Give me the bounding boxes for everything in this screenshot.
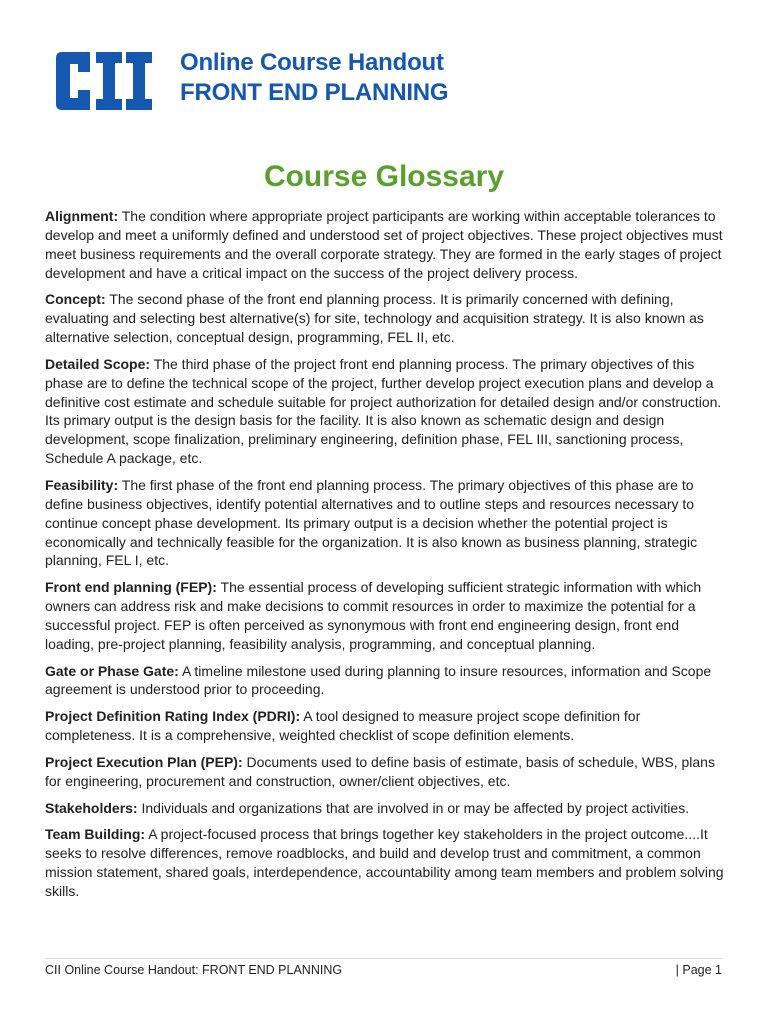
glossary-definition: A project-focused process that brings together key stakeholders in the project outcome....It seeks to resolve differences, remove roadblocks, and build and develop trust and commitment, a common mission statement, shared goals, interdependence, accountability among team members and problem solving skills. [45,826,724,899]
glossary-entry [45,707,729,745]
glossary-definition: The essential process of developing sufficient strategic information with which owners can address risk and make decisions to commit resources in order to maximize the potential for a successful project. FEP is often perceived as synonymous with front end engineering design, front end loading, pre-project planning, feasibility analysis, programming, and conceptual planning. [45,579,702,652]
course-name: FRONT END PLANNING [180,79,449,106]
footer-document-label: CII Online Course Handout: FRONT END PLANNING [45,963,343,977]
glossary-definition: A tool designed to measure project scope definition for completeness. It is a comprehensive, weighted checklist of scope definition elements. [45,708,641,744]
glossary-entry [45,207,729,282]
glossary-definition: Individuals and organizations that are involved in or may be affected by project activities. [141,799,690,816]
glossary-entry [45,476,729,570]
glossary-entry [45,825,729,900]
glossary-term: Feasibility: [45,476,119,493]
glossary-term: Alignment: [45,208,119,224]
glossary-entry [45,578,729,653]
handout-label: Online Course Handout [180,49,444,76]
glossary-term: Detailed Scope: [45,355,151,372]
glossary-entry [45,290,729,347]
footer-page-number: | Page 1 [675,963,722,977]
glossary-entry [45,799,729,818]
glossary-term: Gate or Phase Gate: [45,662,179,679]
glossary-definition: The second phase of the front end planning process. It is primarily concerned with defining, evaluating and selecting best alternative(s) for site, technology and acquisition strategy. It is also known as alternative selection, conceptual design, programming, FEL II, etc. [45,291,704,346]
glossary-term: Team Building: [45,826,146,843]
page-title: Course Glossary [263,160,505,193]
glossary-definition: A timeline milestone used during planning to insure resources, information and Scope agreement is understood prior to proceeding. [45,662,712,698]
glossary-entry [45,753,729,791]
header-titles [180,48,448,108]
glossary-entry [45,355,729,468]
page-footer [45,958,722,977]
glossary-definition: The condition where appropriate project participants are working within acceptable tolerances to develop and meet a uniformly defined and understood set of project objectives. These project objectives must meet business requirements and the overall corporate strategy. They are formed in the early stages of project development and have a critical impact on the success of the project delivery process. [45,208,723,281]
glossary-list [45,207,729,909]
glossary-definition: The first phase of the front end planning process. The primary objectives of this phase are to define business objectives, identify potential alternatives and to outline steps and resources necessary to continue concept phase development. Its primary output is a decision whether the potential project is economically and technically feasible for the organization. It is also known as business planning, strategic planning, FEL I, etc. [45,476,698,569]
glossary-term: Concept: [45,291,106,308]
glossary-term: Front end planning (FEP): [45,579,217,596]
glossary-term: Stakeholders: [45,799,138,816]
glossary-term: Project Execution Plan (PEP): [45,753,243,770]
glossary-definition: Documents used to define basis of estimate, basis of schedule, WBS, plans for engineering, procurement and construction, owner/client objectives, etc. [45,753,715,789]
document-header [54,48,714,114]
cii-logo [54,52,154,110]
glossary-definition: The third phase of the project front end planning process. The primary objectives of this phase are to define the technical scope of the project, further develop project execution plans and develop a definitive cost estimate and schedule suitable for project authorization for detailed design and/or construction. Its primary output is the design basis for the facility. It is also known as schematic design and design development, scope finalization, preliminary engineering, definition phase, FEL III, sanctioning process, Schedule A package, etc. [45,355,722,467]
glossary-term: Project Definition Rating Index (PDRI): [45,708,301,725]
glossary-entry [45,662,729,700]
